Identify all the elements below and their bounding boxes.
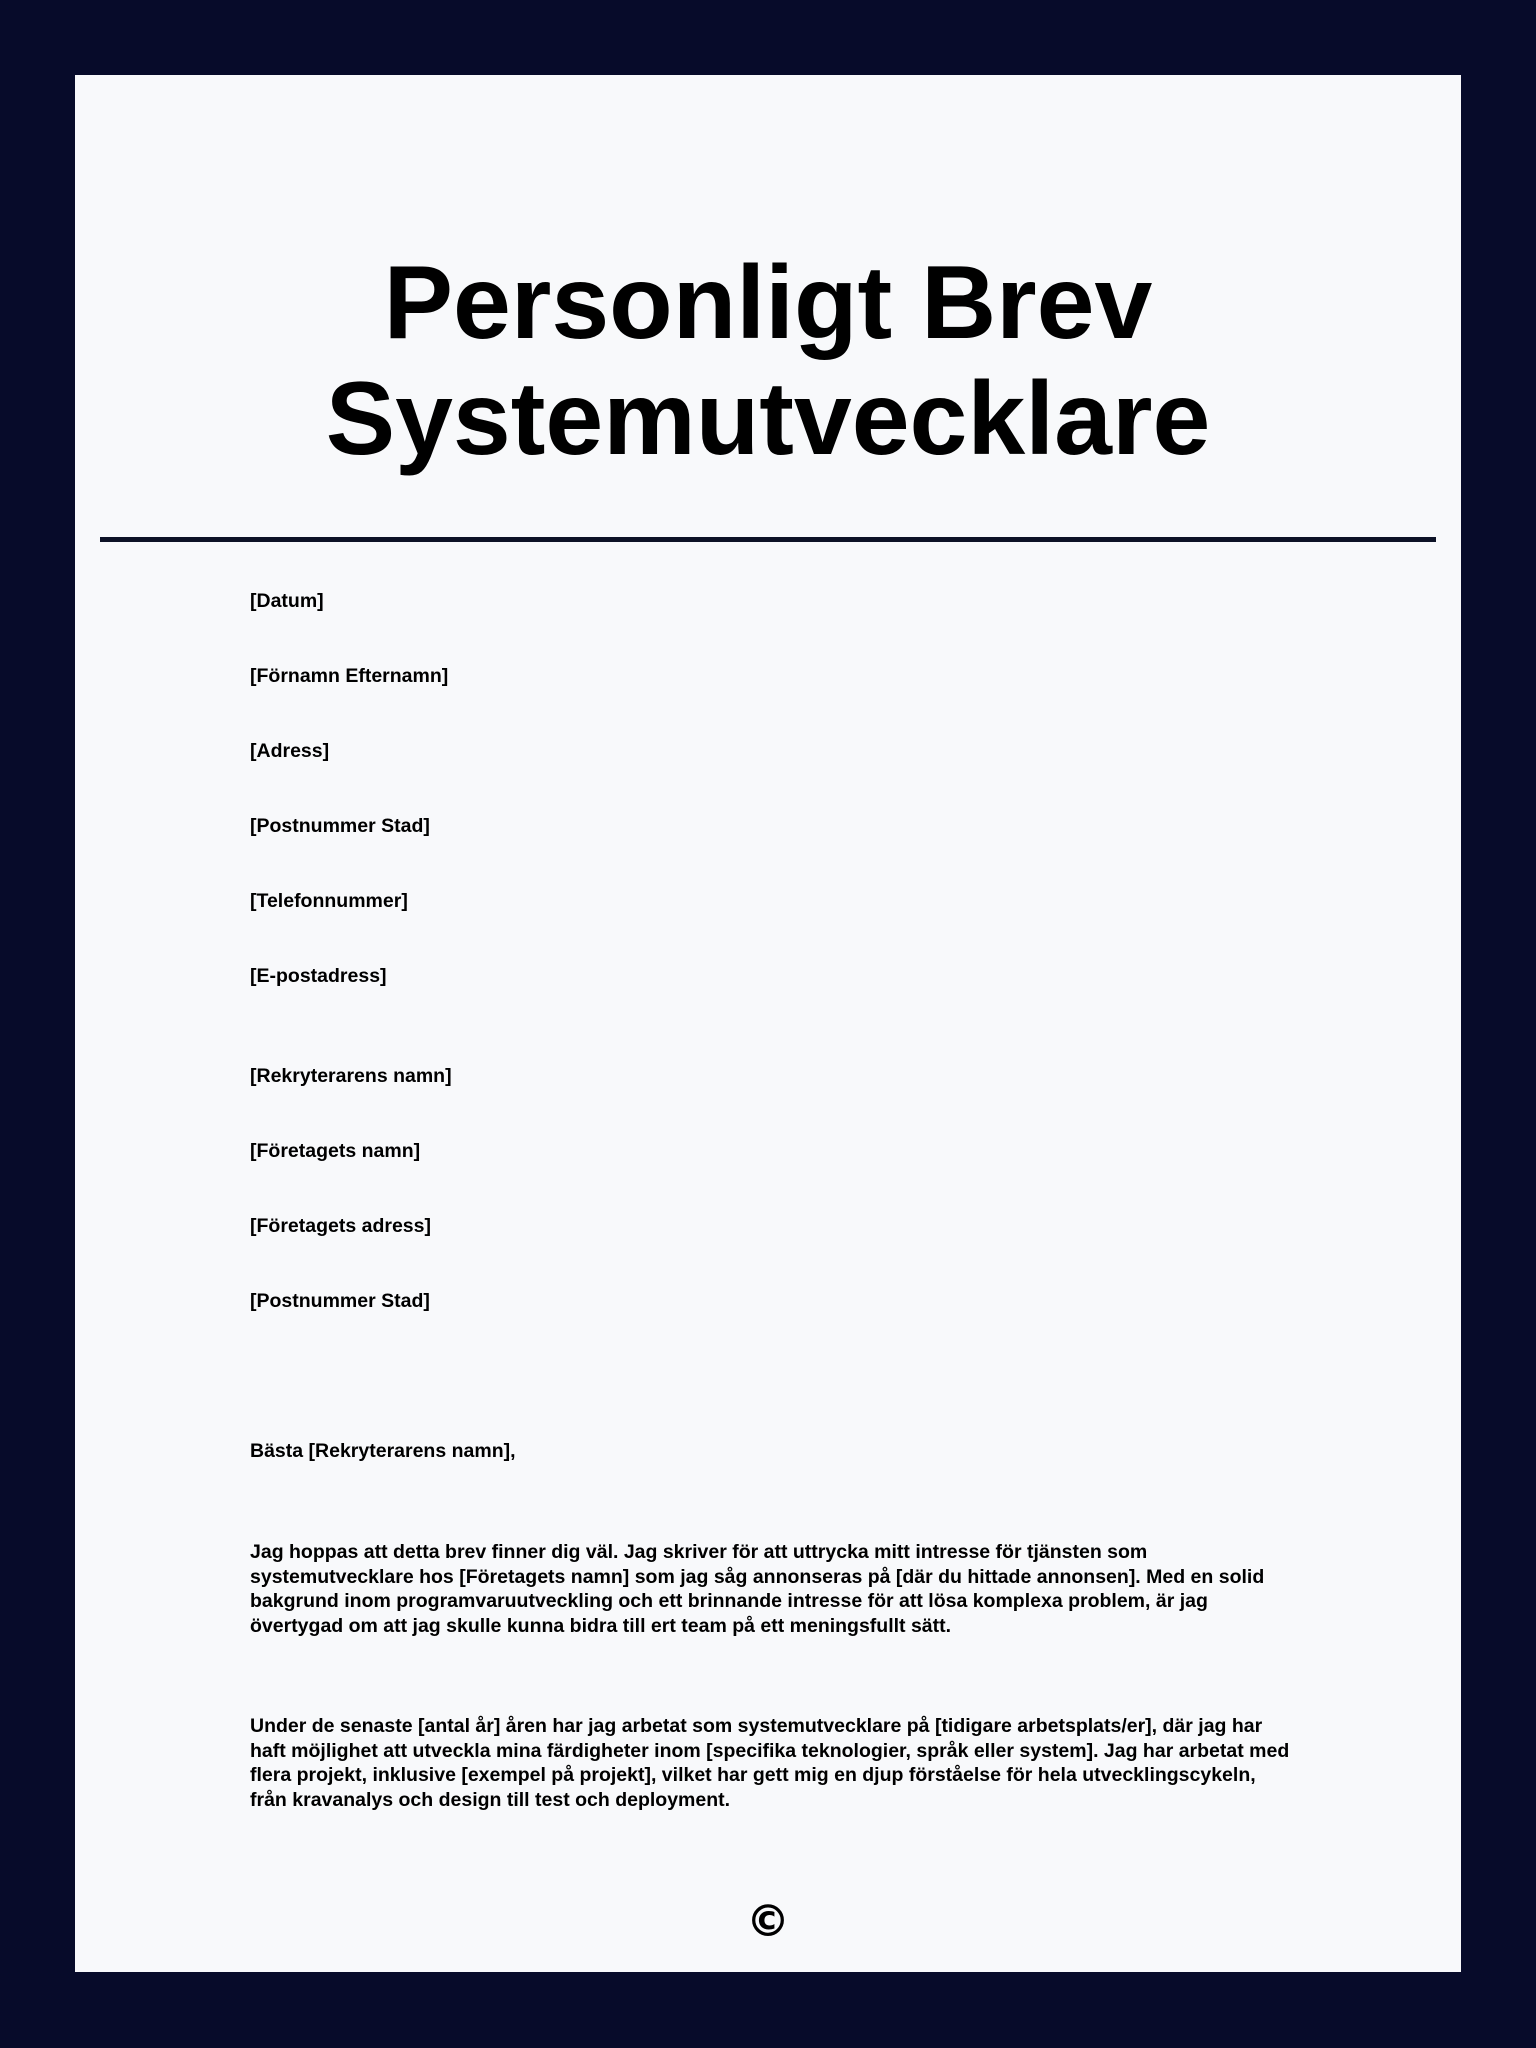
paragraph-experience: Under de senaste [antal år] åren har jag arbetat som systemutvecklare på [tidigare arbetsplats/er], där jag har haft möjlighet att utveckla mina färdigheter inom [specifika teknologier, språk eller system]. Jag har arbetat med flera projekt, inklusive [exempel på projekt], vilket har gett mig en djup förståelse för hela utvecklingscykeln, från kravanalys och design till test och deployment.: [250, 1715, 1290, 1812]
greeting: Bästa [Rekryterarens namn],: [250, 1440, 516, 1462]
copyright-symbol: ©: [746, 1896, 790, 1947]
recipient-company-address: [Företagets adress]: [250, 1215, 431, 1237]
recipient-company-name: [Företagets namn]: [250, 1140, 421, 1162]
paragraph-intro: Jag hoppas att detta brev finner dig väl. Jag skriver för att uttrycka mitt intresse för tjänsten som systemutvecklare hos [Företagets namn] som jag såg annonseras på [där du hittade annonsen]. Med en solid bakgrund inom programvaruutveckling och ett brinnande intresse för att lösa komplexa problem, är jag övertygad om att jag skulle kunna bidra till ert team på ett meningsfullt sätt.: [250, 1541, 1265, 1638]
recipient-recruiter-name: [Rekryterarens namn]: [250, 1065, 452, 1087]
letter-page: [75, 75, 1461, 1972]
title-divider: [100, 537, 1436, 542]
sender-address: [Adress]: [250, 740, 330, 762]
sender-name: [Förnamn Efternamn]: [250, 665, 449, 687]
title-line-2: Systemutvecklare: [325, 361, 1211, 477]
sender-date: [Datum]: [250, 590, 324, 612]
sender-email: [E-postadress]: [250, 965, 387, 987]
sender-postal-city: [Postnummer Stad]: [250, 815, 430, 837]
title-line-1: Personligt Brev: [383, 245, 1153, 361]
page-title: [75, 245, 1461, 477]
sender-phone: [Telefonnummer]: [250, 890, 408, 912]
recipient-postal-city: [Postnummer Stad]: [250, 1290, 430, 1312]
